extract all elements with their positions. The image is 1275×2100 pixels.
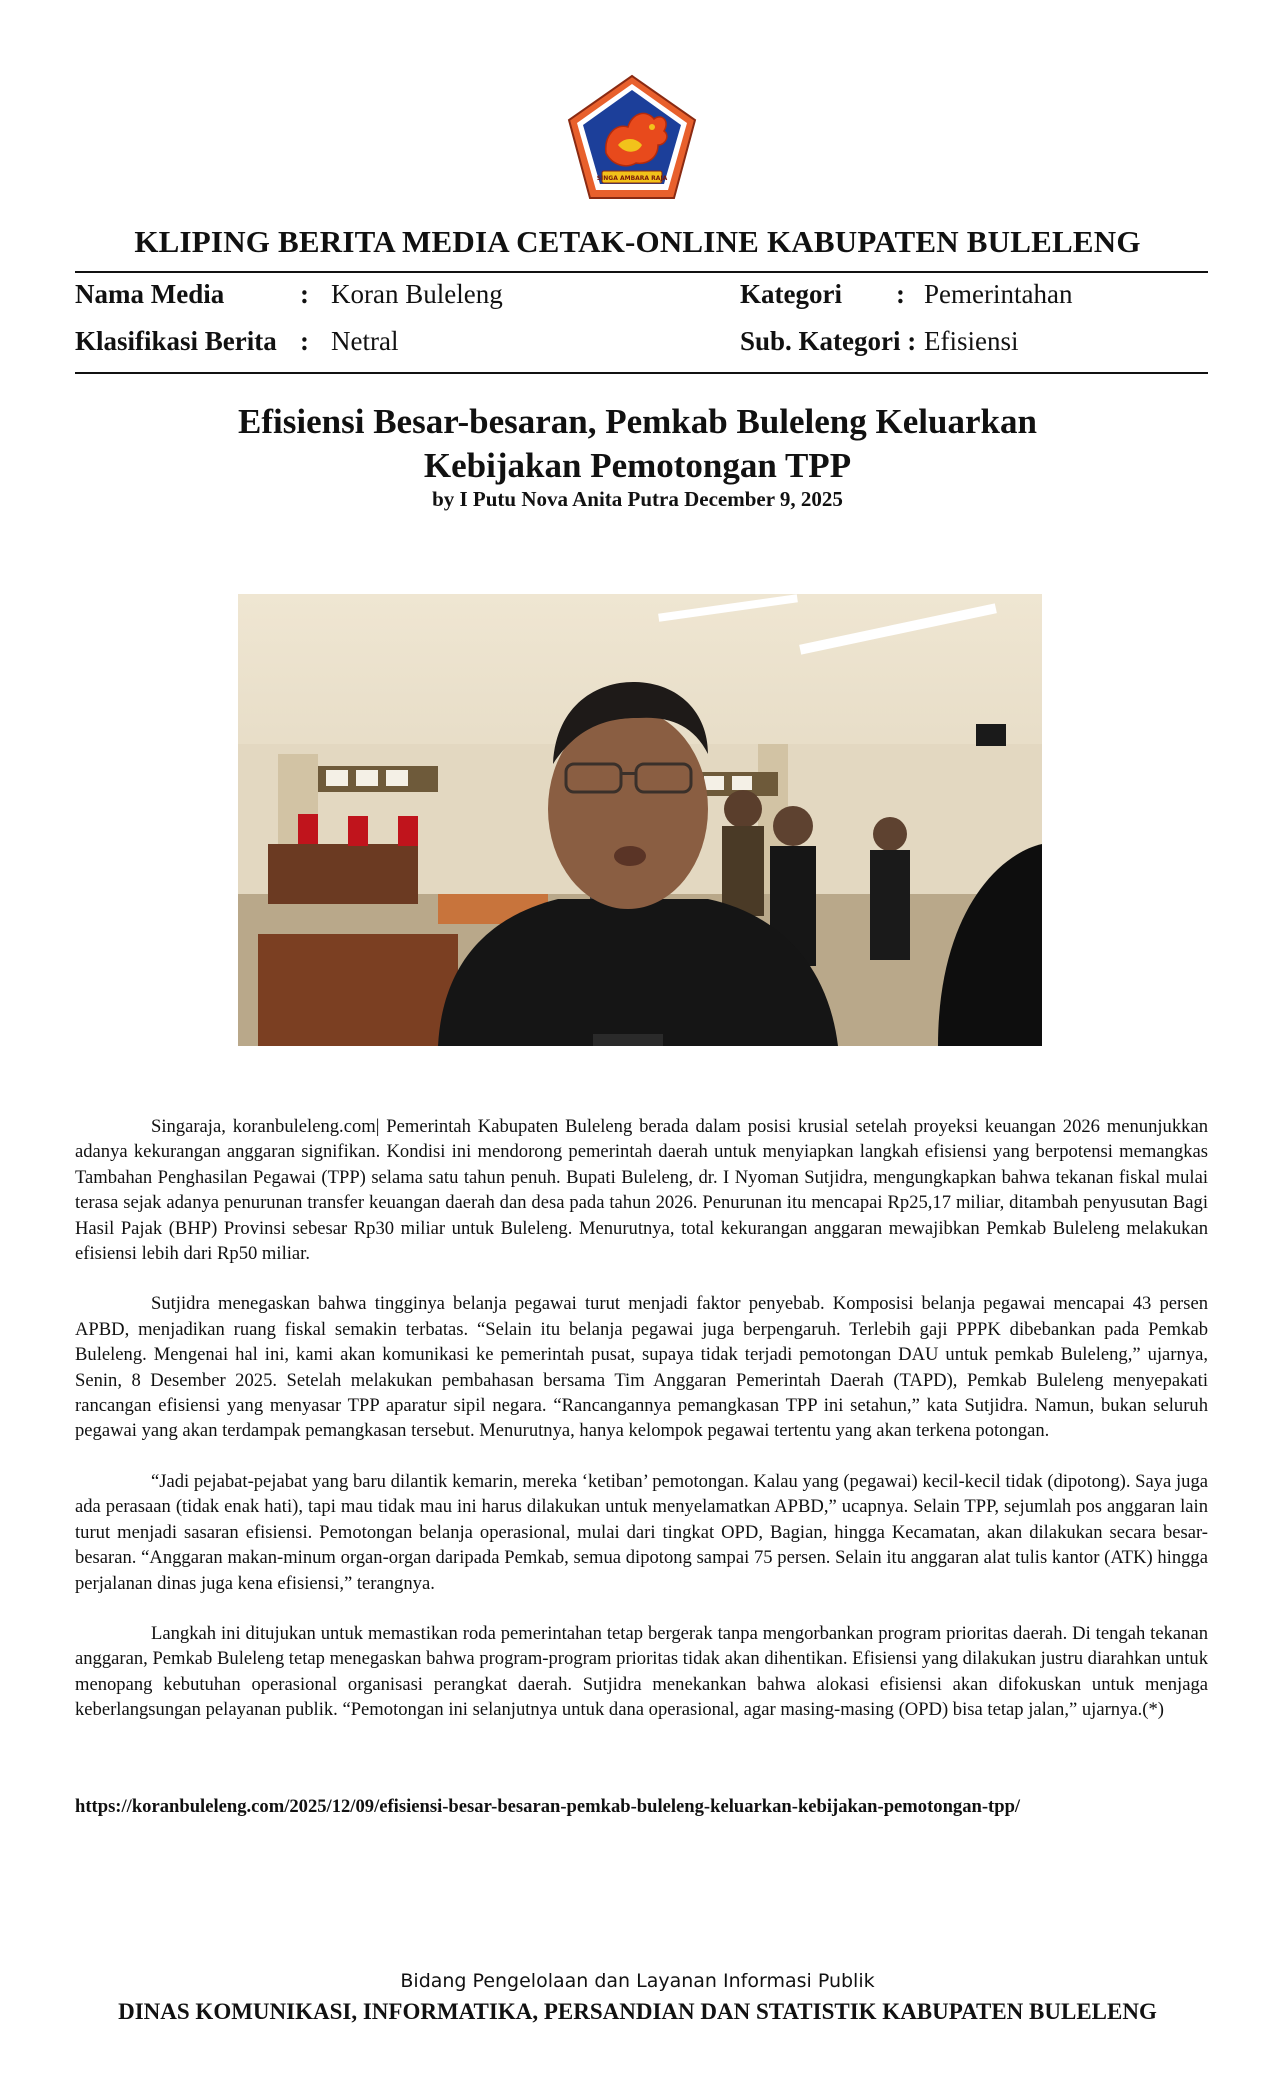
article-paragraph-3: “Jadi pejabat-pejabat yang baru dilantik kemarin, mereka ‘ketiban’ pemotongan. Kalau yang (pegawai) kecil-kecil tidak (dipotong). Saya juga ada perasaan (tidak enak hati), tapi mau tidak mau ini harus dilakukan untuk menyelamatkan APBD,” ucapnya. Selain TPP, sejumlah pos anggaran lain turut menjadi sasaran efisiensi. Pemotongan belanja operasional, mulai dari tingkat OPD, Bagian, hingga Kecamatan, akan dilakukan secara besar-besaran. “Anggaran makan-minum organ-organ daripada Pemkab, semua dipotong sampai 75 persen. Selain itu anggaran alat tulis kantor (ATK) hingga perjalanan dinas juga kena efisiensi,” terangnya.	[75, 1470, 1208, 1594]
article-title-line-2: Kebijakan Pemotongan TPP	[423, 446, 852, 485]
header-bottom-rule	[75, 372, 1208, 374]
klasifikasi-label: Klasifikasi Berita	[75, 326, 277, 356]
kategori-colon: :	[896, 279, 905, 309]
article-title-line-1: Efisiensi Besar-besaran, Pemkab Buleleng Keluarkan	[238, 402, 1037, 441]
media-colon: :	[300, 279, 309, 309]
article-photo	[238, 594, 1042, 1046]
article-byline: by I Putu Nova Anita Putra December 9, 2025	[432, 487, 843, 511]
logo-motto: SINGA AMBARA RAJA	[596, 175, 668, 182]
media-label: Nama Media	[75, 279, 225, 309]
article-paragraph-4: Langkah ini ditujukan untuk memastikan roda pemerintahan tetap bergerak tanpa mengorbankan program prioritas daerah. Di tengah tekanan anggaran, Pemkab Buleleng tetap menegaskan bahwa program-program prioritas tidak akan dihentikan. Efisiensi yang dilakukan justru diarahkan untuk menopang kebutuhan operasional organisasi perangkat daerah. Sutjidra menekankan bahwa alokasi efisiensi akan difokuskan untuk menjaga keberlangsungan pelayanan publik. “Pemotongan ini selanjutnya untuk dana operasional, agar masing-masing (OPD) bisa tetap jalan,” ujarnya.(*)	[75, 1622, 1208, 1721]
source-url-link[interactable]: https://koranbuleleng.com/2025/12/09/efisiensi-besar-besaran-pemkab-buleleng-keluarkan-kebijakan-pemotongan-tpp/	[75, 1796, 1021, 1817]
article-title	[0, 400, 1275, 488]
article-paragraph-2: Sutjidra menegaskan bahwa tingginya belanja pegawai turut menjadi faktor penyebab. Komposisi belanja pegawai mencapai 43 persen APBD, menjadikan ruang fiskal semakin terbatas. “Selain itu belanja pegawai juga berpengaruh. Terlebih gaji PPPK dibebankan pada Pemkab Buleleng. Mengenai hal ini, kami akan komunikasi ke pemerintah pusat, supaya tidak terjadi pemotongan DAU untuk pemkab Buleleng,” ujarnya, Senin, 8 Desember 2025. Setelah melakukan pembahasan bersama Tim Anggaran Pemerintah Daerah (TAPD), Pemkab Buleleng menyepakati rancangan efisiensi yang menyasar TPP aparatur sipil negara. “Rancangannya pemangkasan TPP ini setahun,” kata Sutjidra. Namun, bukan seluruh pegawai yang akan terdampak pemangkasan tersebut. Menurutnya, hanya kelompok pegawai tertentu yang akan terkena potongan.	[75, 1293, 1208, 1442]
footer-department: DINAS KOMUNIKASI, INFORMATIKA, PERSANDIAN DAN STATISTIK KABUPATEN BULELENG	[118, 1999, 1157, 2024]
document-header-title: KLIPING BERITA MEDIA CETAK-ONLINE KABUPATEN BULELENG	[134, 224, 1141, 259]
kategori-value: Pemerintahan	[924, 279, 1073, 309]
buleleng-emblem-logo	[566, 73, 698, 201]
header-top-rule	[75, 271, 1208, 273]
subkategori-label: Sub. Kategori :	[740, 326, 917, 356]
article-body	[75, 1114, 1208, 1748]
subkategori-value: Efisiensi	[924, 326, 1019, 356]
kategori-label: Kategori	[740, 279, 842, 309]
klasifikasi-value: Netral	[331, 326, 399, 356]
klasifikasi-colon: :	[300, 326, 309, 356]
article-paragraph-1: Singaraja, koranbuleleng.com| Pemerintah Kabupaten Buleleng berada dalam posisi krusial setelah proyeksi keuangan 2026 menunjukkan adanya kekurangan anggaran signifikan. Kondisi ini mendorong pemerintah daerah untuk menyiapkan langkah efisiensi yang berpotensi memangkas Tambahan Penghasilan Pegawai (TPP) selama satu tahun penuh. Bupati Buleleng, dr. I Nyoman Sutjidra, mengungkapkan bahwa tekanan fiskal mulai terasa sejak adanya penurunan transfer keuangan daerah dan desa pada tahun 2026. Penurunan itu mencapai Rp25,17 miliar, ditambah penyusutan Bagi Hasil Pajak (BHP) Provinsi sebesar Rp30 miliar untuk Buleleng. Menurutnya, total kekurangan anggaran mewajibkan Pemkab Buleleng melakukan efisiensi lebih dari Rp50 miliar.	[75, 1116, 1208, 1265]
media-value: Koran Buleleng	[331, 279, 503, 309]
footer-subtitle: Bidang Pengelolaan dan Layanan Informasi Publik	[400, 1970, 875, 1992]
